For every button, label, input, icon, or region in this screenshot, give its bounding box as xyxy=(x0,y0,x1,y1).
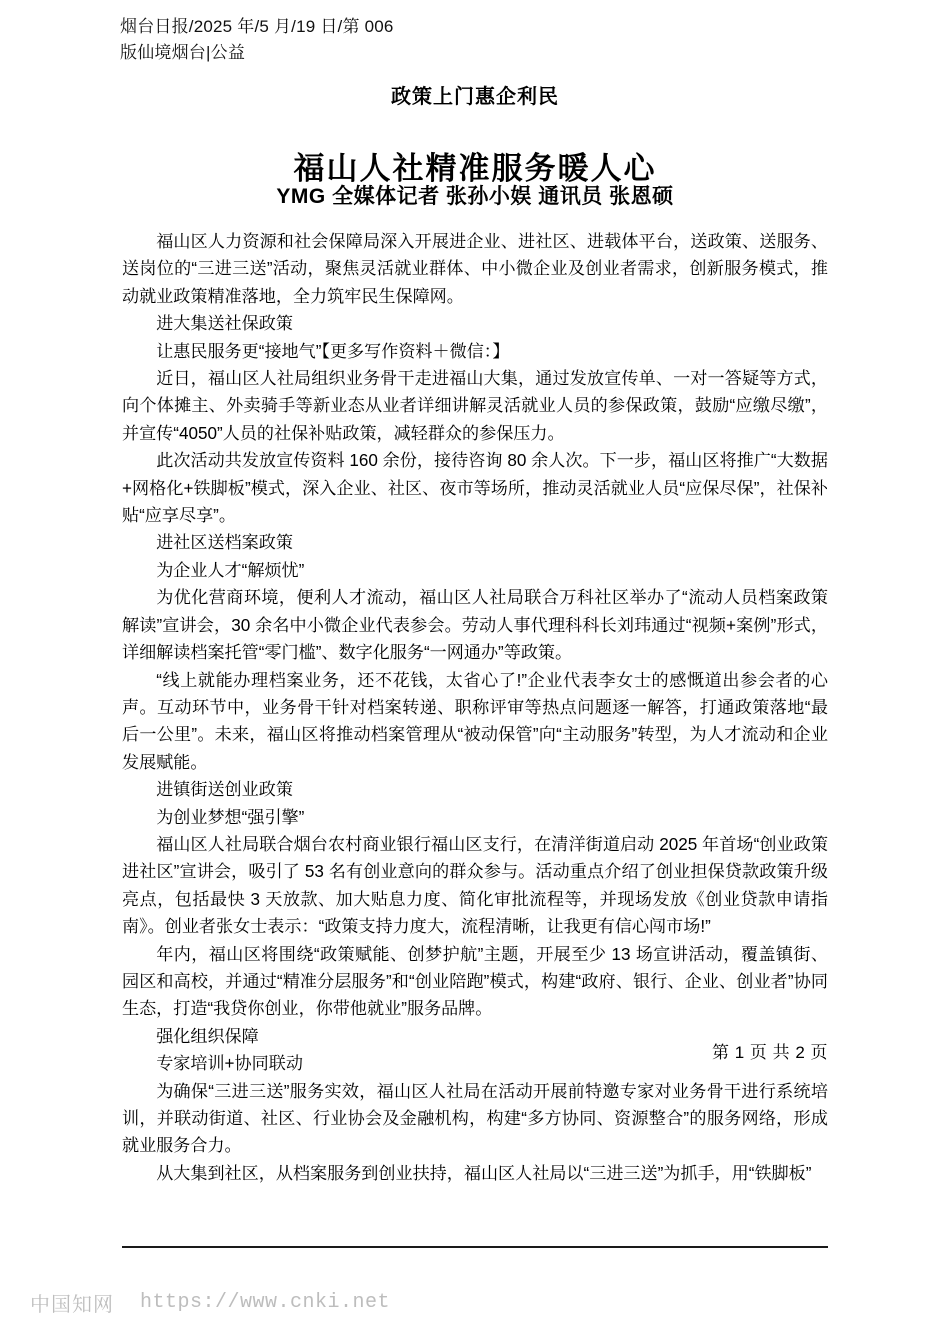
article-paragraph: 为创业梦想“强引擎” xyxy=(156,807,305,827)
source-line-1: 烟台日报/2025 年/5 月/19 日/第 006 xyxy=(120,17,394,36)
article-paragraph: 近日，福山区人社局组织业务骨干走进福山大集，通过发放宣传单、一对一答疑等方式，向个体摊主、外卖骑手等新业态从业者详细讲解灵活就业人员的参保政策，鼓励“应缴尽缴”，并宣传“4050”人员的社保补贴政策，减轻群众的参保压力。 xyxy=(122,369,828,443)
article-paragraph: 进镇街送创业政策 xyxy=(156,780,293,800)
cnki-url-label: https://www.cnki.net xyxy=(140,1291,391,1314)
source-citation xyxy=(120,14,820,66)
article-paragraph: 年内，福山区将围绕“政策赋能、创梦护航”主题，开展至少 13 场宣讲活动，覆盖镇街、园区和高校，并通过“精准分层服务”和“创业陪跑”模式，构建“政府、银行、企业、创业者”协同生态，打造“我贷你创业，你带他就业”服务品牌。 xyxy=(122,944,828,1019)
article-paragraph: 福山区人社局联合烟台农村商业银行福山区支行，在清洋街道启动 2025 年首场“创业政策进社区”宣讲会，吸引了 53 名有创业意向的群众参与。活动重点介绍了创业担保贷款政策升级亮点，包括最快 3 天放款、加大贴息力度、简化审批流程等，并现场发放《创业贷款申请指南》。创业者张女士表示：“政策支持力度大，流程清晰，让我更有信心闯市场!” xyxy=(122,834,828,937)
footer-divider xyxy=(122,1246,828,1248)
cnki-brand-label: 中国知网 xyxy=(30,1294,114,1316)
article-paragraph: 为优化营商环境，便利人才流动，福山区人社局联合万科社区举办了“流动人员档案政策解读”宣讲会，30 余名中小微企业代表参会。劳动人事代理科科长刘玮通过“视频+案例”形式，详细解读档案托管“零门槛”、数字化服务“一网通办”等政策。 xyxy=(122,588,828,663)
article-paragraph: 强化组织保障 xyxy=(156,1026,259,1046)
source-line-2: 版仙境烟台|公益 xyxy=(120,43,246,62)
article-paragraph: 进大集送社保政策 xyxy=(156,314,293,334)
article-paragraph: 福山区人力资源和社会保障局深入开展进企业、进社区、进载体平台，送政策、送服务、送岗位的“三进三送”活动，聚焦灵活就业群体、中小微企业及创业者需求，创新服务模式，推动就业政策精准落地，全力筑牢民生保障网。 xyxy=(122,232,828,306)
article-paragraph: 为企业人才“解烦忧” xyxy=(156,560,305,580)
page-title: 福山人社精准服务暖人心 xyxy=(293,150,657,186)
article-paragraph: 从大集到社区，从档案服务到创业扶持，福山区人社局以“三进三送”为抓手，用“铁脚板” xyxy=(156,1163,812,1183)
article-paragraph: “线上就能办理档案业务，还不花钱，太省心了!”企业代表李女士的感慨道出参会者的心声。互动环节中，业务骨干针对档案转递、职称评审等热点问题逐一解答，打通政策落地“最后一公里”。未来，福山区将推动档案管理从“被动保管”向“主动服务”转型，为人才流动和企业发展赋能。 xyxy=(122,670,828,772)
article-paragraph: 为确保“三进三送”服务实效，福山区人社局在活动开展前特邀专家对业务骨干进行系统培训，并联动街道、社区、行业协会及金融机构，构建“多方协同、资源整合”的服务网络，形成就业服务合力。 xyxy=(122,1081,828,1156)
article-kicker: 政策上门惠企利民 xyxy=(391,86,559,108)
cnki-watermark xyxy=(30,1288,390,1317)
article-paragraph: 让惠民服务更“接地气”【更多写作资料＋微信：】 xyxy=(156,341,510,361)
article-paragraph: 此次活动共发放宣传资料 160 余份，接待咨询 80 余人次。下一步，福山区将推广“大数据+网格化+铁脚板”模式，深入企业、社区、夜市等场所，推动灵活就业人员“应保尽保”，社保补贴“应享尽享”。 xyxy=(122,451,828,526)
article-paragraph: 专家培训+协同联动 xyxy=(156,1054,303,1074)
page-number: 第 1 页 共 2 页 xyxy=(711,1043,828,1062)
article-byline: YMG 全媒体记者 张孙小娱 通讯员 张恩硕 xyxy=(276,185,674,208)
article-paragraph: 进社区送档案政策 xyxy=(156,533,293,553)
